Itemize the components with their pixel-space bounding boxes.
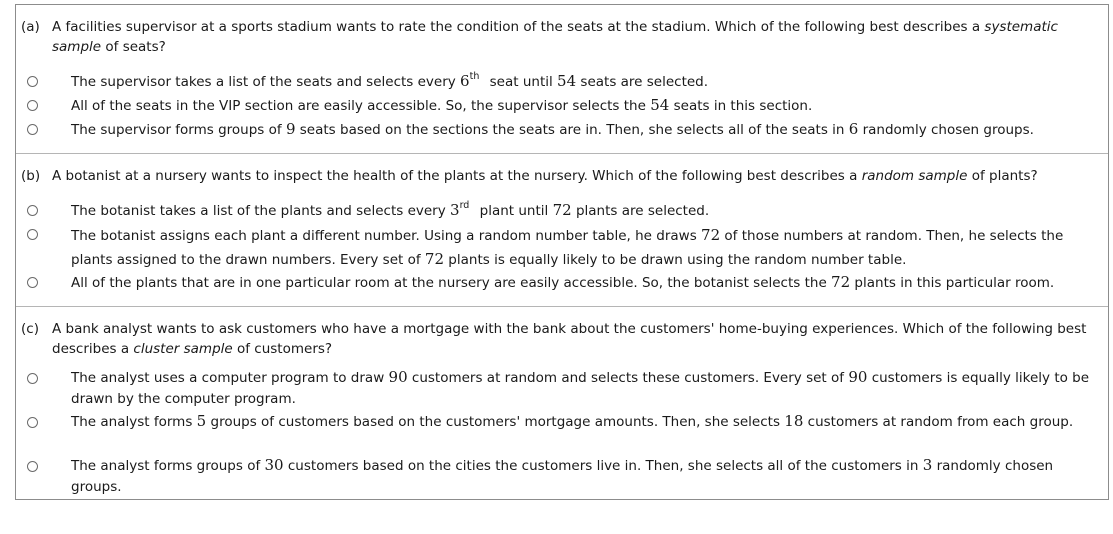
question-emphasis: systematic sample: [52, 19, 1058, 55]
radio-button[interactable]: [27, 373, 38, 384]
option-text: All of the plants that are in one particular room at the nursery are easily accessible. So, the botanist selects the 72 plants in this particular room.: [71, 273, 1055, 291]
radio-button[interactable]: [27, 277, 38, 288]
question-c: [16, 306, 1108, 501]
radio-button[interactable]: [27, 76, 38, 87]
question-text: A facilities supervisor at a sports stadium wants to rate the condition of the seats at the stadium. Which of the following best describes a: [52, 19, 985, 35]
option-text: The analyst forms groups of 30 customers based on the cities the customers live in. Then, she selects all of the customers in 3 randomly chosen groups.: [71, 456, 1054, 495]
question-b: [16, 153, 1108, 307]
option-text: The analyst forms 5 groups of customers based on the customers' mortgage amounts. Then, she selects 18 customers at random from each group.: [71, 412, 1074, 430]
question-a: [16, 5, 1108, 154]
question-a-prompt: [21, 17, 1100, 57]
question-b-prompt: [21, 166, 1100, 186]
question-frame: [15, 4, 1109, 500]
radio-button[interactable]: [27, 229, 38, 240]
option-text: The analyst uses a computer program to draw 90 customers at random and selects these customers. Every set of 90 customers is equally likely to be drawn by the computer program.: [71, 368, 1090, 407]
question-text: A botanist at a nursery wants to inspect the health of the plants at the nursery. Which of the following best describes a: [52, 168, 862, 184]
question-label: (a): [21, 19, 40, 35]
question-text-end: of plants?: [967, 168, 1038, 184]
question-c-prompt: [21, 319, 1100, 359]
question-text-end: of seats?: [101, 39, 166, 55]
radio-button[interactable]: [27, 124, 38, 135]
question-emphasis: random sample: [861, 168, 968, 184]
question-label: (c): [21, 321, 39, 337]
radio-button[interactable]: [27, 417, 38, 428]
option-text: The botanist takes a list of the plants and selects every 3rd plant until 72 plants are selected.: [71, 199, 710, 219]
question-text: A bank analyst wants to ask customers who have a mortgage with the bank about the customers' home-buying experiences. Which of the following best describes a: [52, 321, 1087, 357]
question-emphasis: cluster sample: [133, 341, 233, 357]
option-text: All of the seats in the VIP section are easily accessible. So, the supervisor selects the 54 seats in this section.: [71, 96, 813, 114]
option-text: The supervisor takes a list of the seats and selects every 6th seat until 54 seats are selected.: [71, 70, 709, 90]
radio-button[interactable]: [27, 461, 38, 472]
radio-button[interactable]: [27, 100, 38, 111]
option-text: The supervisor forms groups of 9 seats based on the sections the seats are in. Then, she selects all of the seats in 6 randomly chosen groups.: [71, 120, 1034, 138]
option-text: The botanist assigns each plant a different number. Using a random number table, he draws 72 of those numbers at random. Then, he selects the plants assigned to the drawn numbers. Every set of 72 plants is equally likely to be drawn using the random number table.: [71, 226, 1064, 268]
radio-button[interactable]: [27, 205, 38, 216]
question-label: (b): [21, 168, 41, 184]
question-text-end: of customers?: [232, 341, 333, 357]
